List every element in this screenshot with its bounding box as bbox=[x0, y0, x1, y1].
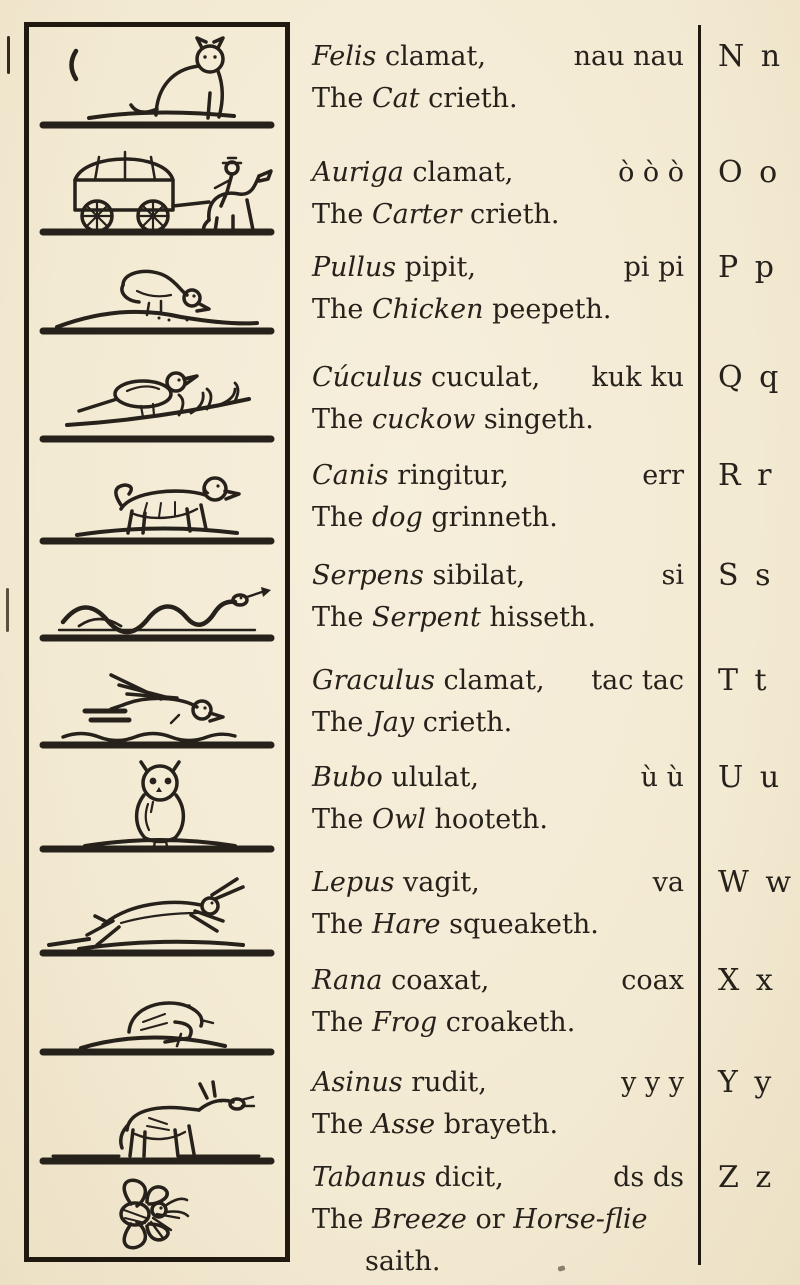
animal-sound: nau nau bbox=[573, 41, 684, 72]
roman-text: peepeth. bbox=[483, 294, 612, 325]
entry-hare bbox=[312, 862, 684, 946]
english-translation bbox=[312, 1199, 684, 1241]
animal-sound: ù ù bbox=[640, 762, 684, 793]
roman-text: sibilat, bbox=[423, 560, 526, 591]
roman-text: The bbox=[312, 199, 372, 230]
latin-phrase bbox=[312, 455, 509, 497]
animal-sound: va bbox=[652, 867, 684, 898]
italic-word: Asinus bbox=[312, 1067, 403, 1098]
latin-phrase bbox=[312, 862, 480, 904]
ass-woodcut bbox=[29, 1060, 285, 1168]
dog-woodcut bbox=[29, 445, 285, 548]
latin-phrase bbox=[312, 152, 513, 194]
entry-cat bbox=[312, 36, 684, 120]
italic-word: Horse-flie bbox=[513, 1204, 648, 1235]
latin-phrase bbox=[312, 660, 545, 702]
latin-line bbox=[312, 555, 684, 597]
roman-text: crieth. bbox=[419, 83, 518, 114]
latin-line bbox=[312, 455, 684, 497]
horsefly-woodcut bbox=[29, 1168, 285, 1257]
latin-line bbox=[312, 1157, 684, 1199]
italic-word: Rana bbox=[312, 965, 383, 996]
animal-sound: kuk ku bbox=[591, 362, 684, 393]
italic-word: Frog bbox=[371, 1007, 438, 1038]
letter-pair-y: Y y bbox=[718, 1065, 772, 1100]
animal-sound: tac tac bbox=[591, 665, 684, 696]
roman-text: cuculat, bbox=[422, 362, 541, 393]
italic-word: Asse bbox=[371, 1109, 436, 1140]
roman-text: rudit, bbox=[402, 1067, 487, 1098]
italic-word: Pullus bbox=[312, 252, 397, 283]
letter-pair-w: W w bbox=[718, 865, 792, 900]
cuckoo-woodcut bbox=[29, 337, 285, 445]
illustration-frame bbox=[24, 22, 290, 1262]
italic-word: dog bbox=[371, 502, 423, 533]
roman-text: clamat, bbox=[434, 665, 545, 696]
latin-line bbox=[312, 247, 684, 289]
italic-word: Cúculus bbox=[312, 362, 423, 393]
latin-line bbox=[312, 862, 684, 904]
italic-word: cuckow bbox=[371, 404, 476, 435]
roman-text: The bbox=[312, 404, 372, 435]
latin-phrase bbox=[312, 247, 476, 289]
entry-chicken bbox=[312, 247, 684, 331]
entry-jay bbox=[312, 660, 684, 744]
roman-text: The bbox=[312, 1204, 372, 1235]
roman-text: The bbox=[312, 1109, 372, 1140]
italic-word: Serpent bbox=[371, 602, 481, 633]
english-translation bbox=[312, 799, 684, 841]
animal-sound: ò ò ò bbox=[618, 157, 684, 188]
english-translation bbox=[312, 399, 684, 441]
italic-word: Chicken bbox=[371, 294, 484, 325]
entry-horse-fly bbox=[312, 1157, 684, 1283]
latin-phrase bbox=[312, 757, 479, 799]
roman-text: clamat, bbox=[376, 41, 486, 72]
entry-serpent bbox=[312, 555, 684, 639]
cat-woodcut bbox=[29, 27, 285, 132]
roman-text: croaketh. bbox=[437, 1007, 576, 1038]
english-translation bbox=[312, 702, 684, 744]
roman-text: crieth. bbox=[461, 199, 560, 230]
latin-phrase bbox=[312, 1062, 487, 1104]
roman-text: The bbox=[312, 502, 372, 533]
roman-text: The bbox=[312, 294, 372, 325]
jay-woodcut bbox=[29, 645, 285, 752]
letter-pair-x: X x bbox=[718, 963, 773, 998]
entry-carter bbox=[312, 152, 684, 236]
animal-sound: coax bbox=[621, 965, 684, 996]
roman-text: The bbox=[312, 602, 372, 633]
italic-word: Jay bbox=[371, 707, 415, 738]
entry-dog bbox=[312, 455, 684, 539]
latin-phrase bbox=[312, 555, 525, 597]
english-translation-continued: saith. bbox=[365, 1246, 441, 1277]
italic-word: Lepus bbox=[312, 867, 395, 898]
serpent-woodcut bbox=[29, 548, 285, 645]
roman-text: dicit, bbox=[426, 1162, 504, 1193]
english-translation bbox=[312, 194, 684, 236]
italic-word: Bubo bbox=[312, 762, 383, 793]
animal-sound: ds ds bbox=[613, 1162, 684, 1193]
chicken-woodcut bbox=[29, 237, 285, 337]
english-translation bbox=[312, 597, 684, 639]
animal-sound: si bbox=[661, 560, 684, 591]
letter-pair-n: N n bbox=[718, 39, 781, 74]
latin-line bbox=[312, 660, 684, 702]
letter-pair-u: U u bbox=[718, 760, 780, 795]
italic-word: Owl bbox=[371, 804, 426, 835]
entry-ass bbox=[312, 1062, 684, 1146]
letter-pair-t: T t bbox=[718, 663, 767, 698]
animal-sound: y y y bbox=[621, 1067, 684, 1098]
roman-text: singeth. bbox=[475, 404, 594, 435]
scan-artifact bbox=[6, 588, 9, 632]
roman-text: clamat, bbox=[403, 157, 514, 188]
roman-text: vagit, bbox=[394, 867, 480, 898]
letter-pair-z: Z z bbox=[718, 1160, 772, 1195]
italic-word: Serpens bbox=[312, 560, 424, 591]
italic-word: Graculus bbox=[312, 665, 435, 696]
roman-text: The bbox=[312, 1007, 372, 1038]
italic-word: Hare bbox=[371, 909, 441, 940]
english-translation bbox=[312, 1104, 684, 1146]
english-translation bbox=[312, 497, 684, 539]
latin-phrase bbox=[312, 36, 486, 78]
letter-pair-o: O o bbox=[718, 155, 778, 190]
roman-text: The bbox=[312, 707, 372, 738]
latin-line bbox=[312, 960, 684, 1002]
latin-line bbox=[312, 152, 684, 194]
roman-text: brayeth. bbox=[435, 1109, 559, 1140]
latin-line bbox=[312, 757, 684, 799]
roman-text: crieth. bbox=[414, 707, 513, 738]
latin-line bbox=[312, 1062, 684, 1104]
hare-woodcut bbox=[29, 853, 285, 960]
italic-word: Breeze bbox=[371, 1204, 467, 1235]
roman-text: squeaketh. bbox=[440, 909, 599, 940]
roman-text: grinneth. bbox=[422, 502, 558, 533]
roman-text: ululat, bbox=[382, 762, 479, 793]
italic-word: Auriga bbox=[312, 157, 404, 188]
entry-owl bbox=[312, 757, 684, 841]
italic-word: Canis bbox=[312, 460, 389, 491]
animal-sound: pi pi bbox=[623, 252, 684, 283]
roman-text: The bbox=[312, 909, 372, 940]
italic-word: Carter bbox=[371, 199, 462, 230]
roman-text: coaxat, bbox=[382, 965, 490, 996]
latin-line bbox=[312, 357, 684, 399]
scan-artifact bbox=[7, 36, 10, 74]
italic-word: Felis bbox=[312, 41, 377, 72]
english-translation bbox=[312, 78, 684, 120]
latin-phrase bbox=[312, 1157, 504, 1199]
italic-word: Tabanus bbox=[312, 1162, 427, 1193]
letter-pair-q: Q q bbox=[718, 360, 779, 395]
roman-text: hisseth. bbox=[480, 602, 596, 633]
latin-phrase bbox=[312, 357, 540, 399]
roman-text: or bbox=[466, 1204, 514, 1235]
latin-phrase bbox=[312, 960, 489, 1002]
entry-frog bbox=[312, 960, 684, 1044]
letter-pair-p: P p bbox=[718, 250, 774, 285]
roman-text: pipit, bbox=[396, 252, 476, 283]
animal-sound: err bbox=[642, 460, 684, 491]
english-translation bbox=[312, 904, 684, 946]
roman-text: hooteth. bbox=[425, 804, 548, 835]
roman-text: ringitur, bbox=[388, 460, 509, 491]
entry-cuckoo bbox=[312, 357, 684, 441]
carter-woodcut bbox=[29, 132, 285, 237]
english-translation bbox=[312, 289, 684, 331]
owl-woodcut bbox=[29, 752, 285, 853]
letter-pair-r: R r bbox=[718, 458, 772, 493]
italic-word: Cat bbox=[371, 83, 420, 114]
letter-pair-s: S s bbox=[718, 558, 771, 593]
frog-woodcut bbox=[29, 960, 285, 1060]
column-divider-rule bbox=[698, 25, 701, 1265]
english-translation bbox=[312, 1002, 684, 1044]
latin-line bbox=[312, 36, 684, 78]
roman-text: The bbox=[312, 804, 372, 835]
roman-text: The bbox=[312, 83, 372, 114]
